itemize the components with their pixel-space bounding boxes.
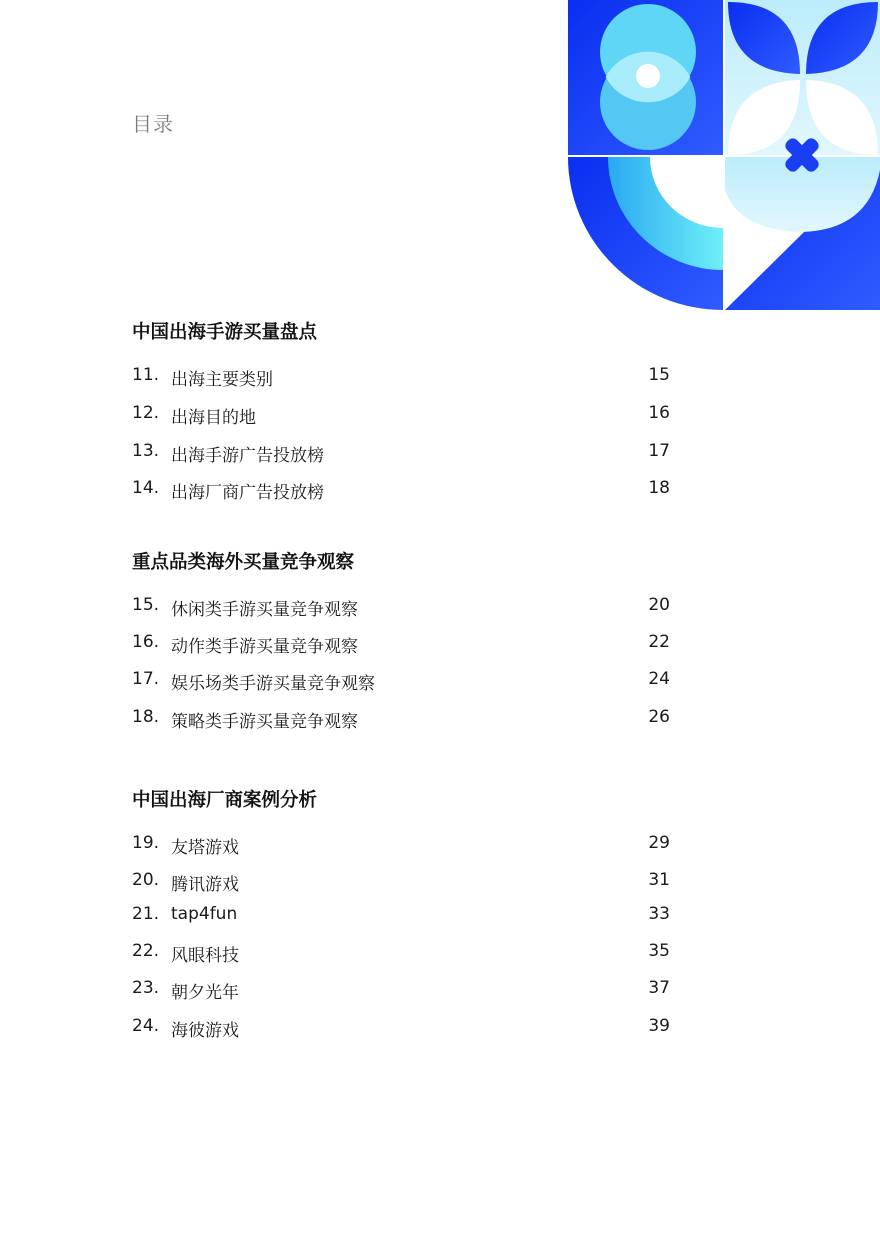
section-title: 重点品类海外买量竞争观察 <box>132 552 355 573</box>
section-title: 中国出海厂商案例分析 <box>132 790 318 811</box>
toc-entry[interactable] <box>132 707 670 731</box>
entry-page: 17 <box>648 441 670 461</box>
entry-label: 策略类手游买量竞争观察 <box>171 712 358 732</box>
entry-number: 20. <box>132 870 160 890</box>
toc-entry[interactable] <box>132 1016 670 1040</box>
toc-entry[interactable] <box>132 978 670 1002</box>
entry-label: 风眼科技 <box>171 946 239 966</box>
entry-number: 17. <box>132 669 160 689</box>
entry-label: 出海目的地 <box>171 408 256 428</box>
entry-number: 22. <box>132 941 160 961</box>
entry-number: 23. <box>132 978 160 998</box>
entry-page: 31 <box>648 870 670 890</box>
toc-entry[interactable] <box>132 870 670 894</box>
toc-entry[interactable] <box>132 365 670 389</box>
entry-label: 出海主要类别 <box>171 370 273 390</box>
decorative-graphic <box>568 0 880 310</box>
entry-page: 18 <box>648 478 670 498</box>
entry-label: 腾讯游戏 <box>171 875 239 895</box>
entry-label: 朝夕光年 <box>171 983 239 1003</box>
entry-page: 33 <box>648 904 670 924</box>
entry-page: 35 <box>648 941 670 961</box>
entry-page: 22 <box>648 632 670 652</box>
entry-number: 12. <box>132 403 160 423</box>
entry-number: 15. <box>132 595 160 615</box>
entry-page: 20 <box>648 595 670 615</box>
entry-label: 娱乐场类手游买量竞争观察 <box>171 674 375 694</box>
toc-entry[interactable] <box>132 441 670 465</box>
entry-page: 15 <box>648 365 670 385</box>
page-title: 目录 <box>132 112 174 136</box>
entry-number: 21. <box>132 904 160 924</box>
toc-entry[interactable] <box>132 403 670 427</box>
entry-label: 出海厂商广告投放榜 <box>171 483 324 503</box>
entry-page: 37 <box>648 978 670 998</box>
toc-entry[interactable] <box>132 595 670 619</box>
toc-entry[interactable] <box>132 833 670 857</box>
entry-number: 16. <box>132 632 160 652</box>
toc-entry[interactable] <box>132 478 670 502</box>
entry-page: 24 <box>648 669 670 689</box>
entry-number: 18. <box>132 707 160 727</box>
entry-page: 39 <box>648 1016 670 1036</box>
toc-entry[interactable] <box>132 669 670 693</box>
entry-page: 29 <box>648 833 670 853</box>
entry-label: tap4fun <box>171 904 238 924</box>
entry-number: 24. <box>132 1016 160 1036</box>
entry-number: 14. <box>132 478 160 498</box>
entry-number: 13. <box>132 441 160 461</box>
entry-page: 16 <box>648 403 670 423</box>
entry-page: 26 <box>648 707 670 727</box>
entry-label: 海彼游戏 <box>171 1021 239 1041</box>
entry-number: 19. <box>132 833 160 853</box>
entry-label: 友塔游戏 <box>171 838 239 858</box>
entry-label: 动作类手游买量竞争观察 <box>171 637 358 657</box>
entry-label: 休闲类手游买量竞争观察 <box>171 600 358 620</box>
toc-entry[interactable] <box>132 632 670 656</box>
toc-entry[interactable] <box>132 941 670 965</box>
section-title: 中国出海手游买量盘点 <box>132 322 318 343</box>
entry-number: 11. <box>132 365 160 385</box>
toc-entry[interactable] <box>132 904 670 928</box>
entry-label: 出海手游广告投放榜 <box>171 446 324 466</box>
